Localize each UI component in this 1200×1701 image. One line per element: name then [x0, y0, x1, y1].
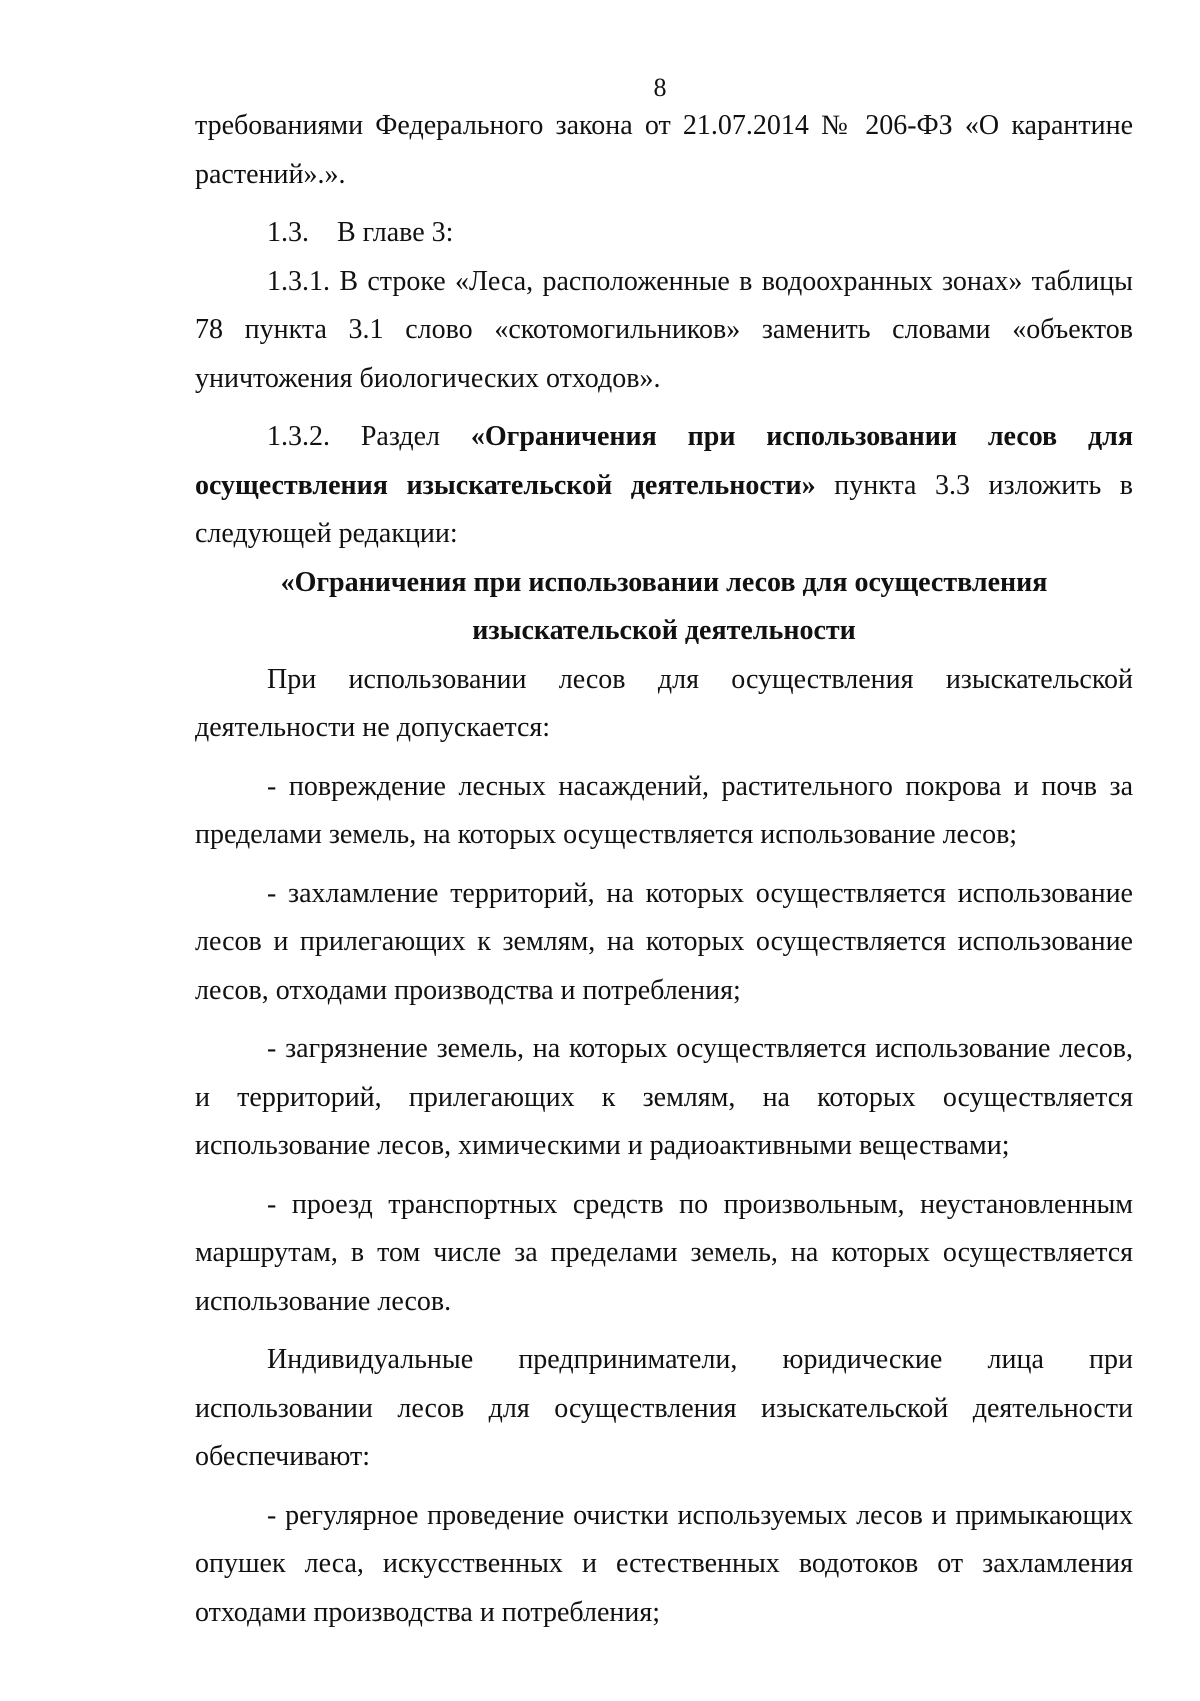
paragraph-item-1-3-2-tail: пункта 3.3 изложить в следующей редакции: [195, 469, 1134, 549]
paragraph-item-1-3-2-lead: 1.3.2. Раздел [267, 421, 471, 452]
list-item-pollution: - загрязнение земель, на которых осуществляется использование лесов, и территорий, прилегающих к землям, на которых осуществляется использование лесов, химическими и радиоактивными веществами; [195, 1033, 1133, 1161]
section-title-reference: «Ограничения при использовании лесов для осуществления изыскательской деятельности» [195, 421, 1134, 501]
paragraph-item-1-3: 1.3. В главе 3: [267, 217, 454, 248]
document-body [195, 102, 1133, 1637]
list-item-damage: - повреждение лесных насаждений, растительного покрова и почв за пределами земель, на которых осуществляется использование лесов; [195, 770, 1133, 850]
list-item-cleaning: - регулярное проведение очистки используемых лесов и примыкающих опушек леса, искусственных и естественных водотоков от захламления отходами производства и потребления; [195, 1499, 1133, 1628]
paragraph-continuation: требованиями Федерального закона от 21.07.2014 № 206-ФЗ «О карантине растений».». [195, 110, 1133, 190]
paragraph-item-1-3-1: 1.3.1. В строке «Леса, расположенные в водоохранных зонах» таблицы 78 пункта 3.1 слово «скотомогильников» заменить словами «объектов уничтожения биологических отходов». [195, 265, 1133, 394]
paragraph-intro-prohibited: При использовании лесов для осуществления изыскательской деятельности не допускается: [195, 663, 1133, 743]
list-item-vehicles: - проезд транспортных средств по произвольным, неустановленным маршрутам, в том числе за пределами земель, на которых осуществляется использование лесов. [195, 1188, 1133, 1317]
section-heading: «Ограничения при использовании лесов для осуществления изыскательской деятельности [280, 566, 1048, 646]
paragraph-obligations: Индивидуальные предприниматели, юридические лица при использовании лесов для осуществления изыскательской деятельности обеспечивают: [195, 1344, 1133, 1472]
page-number: 8 [653, 73, 667, 102]
list-item-littering: - захламление территорий, на которых осуществляется использование лесов и прилегающих к землям, на которых осуществляется использование лесов, отходами производства и потребления; [195, 877, 1133, 1006]
paragraph-item-1-3-2 [195, 413, 1133, 559]
